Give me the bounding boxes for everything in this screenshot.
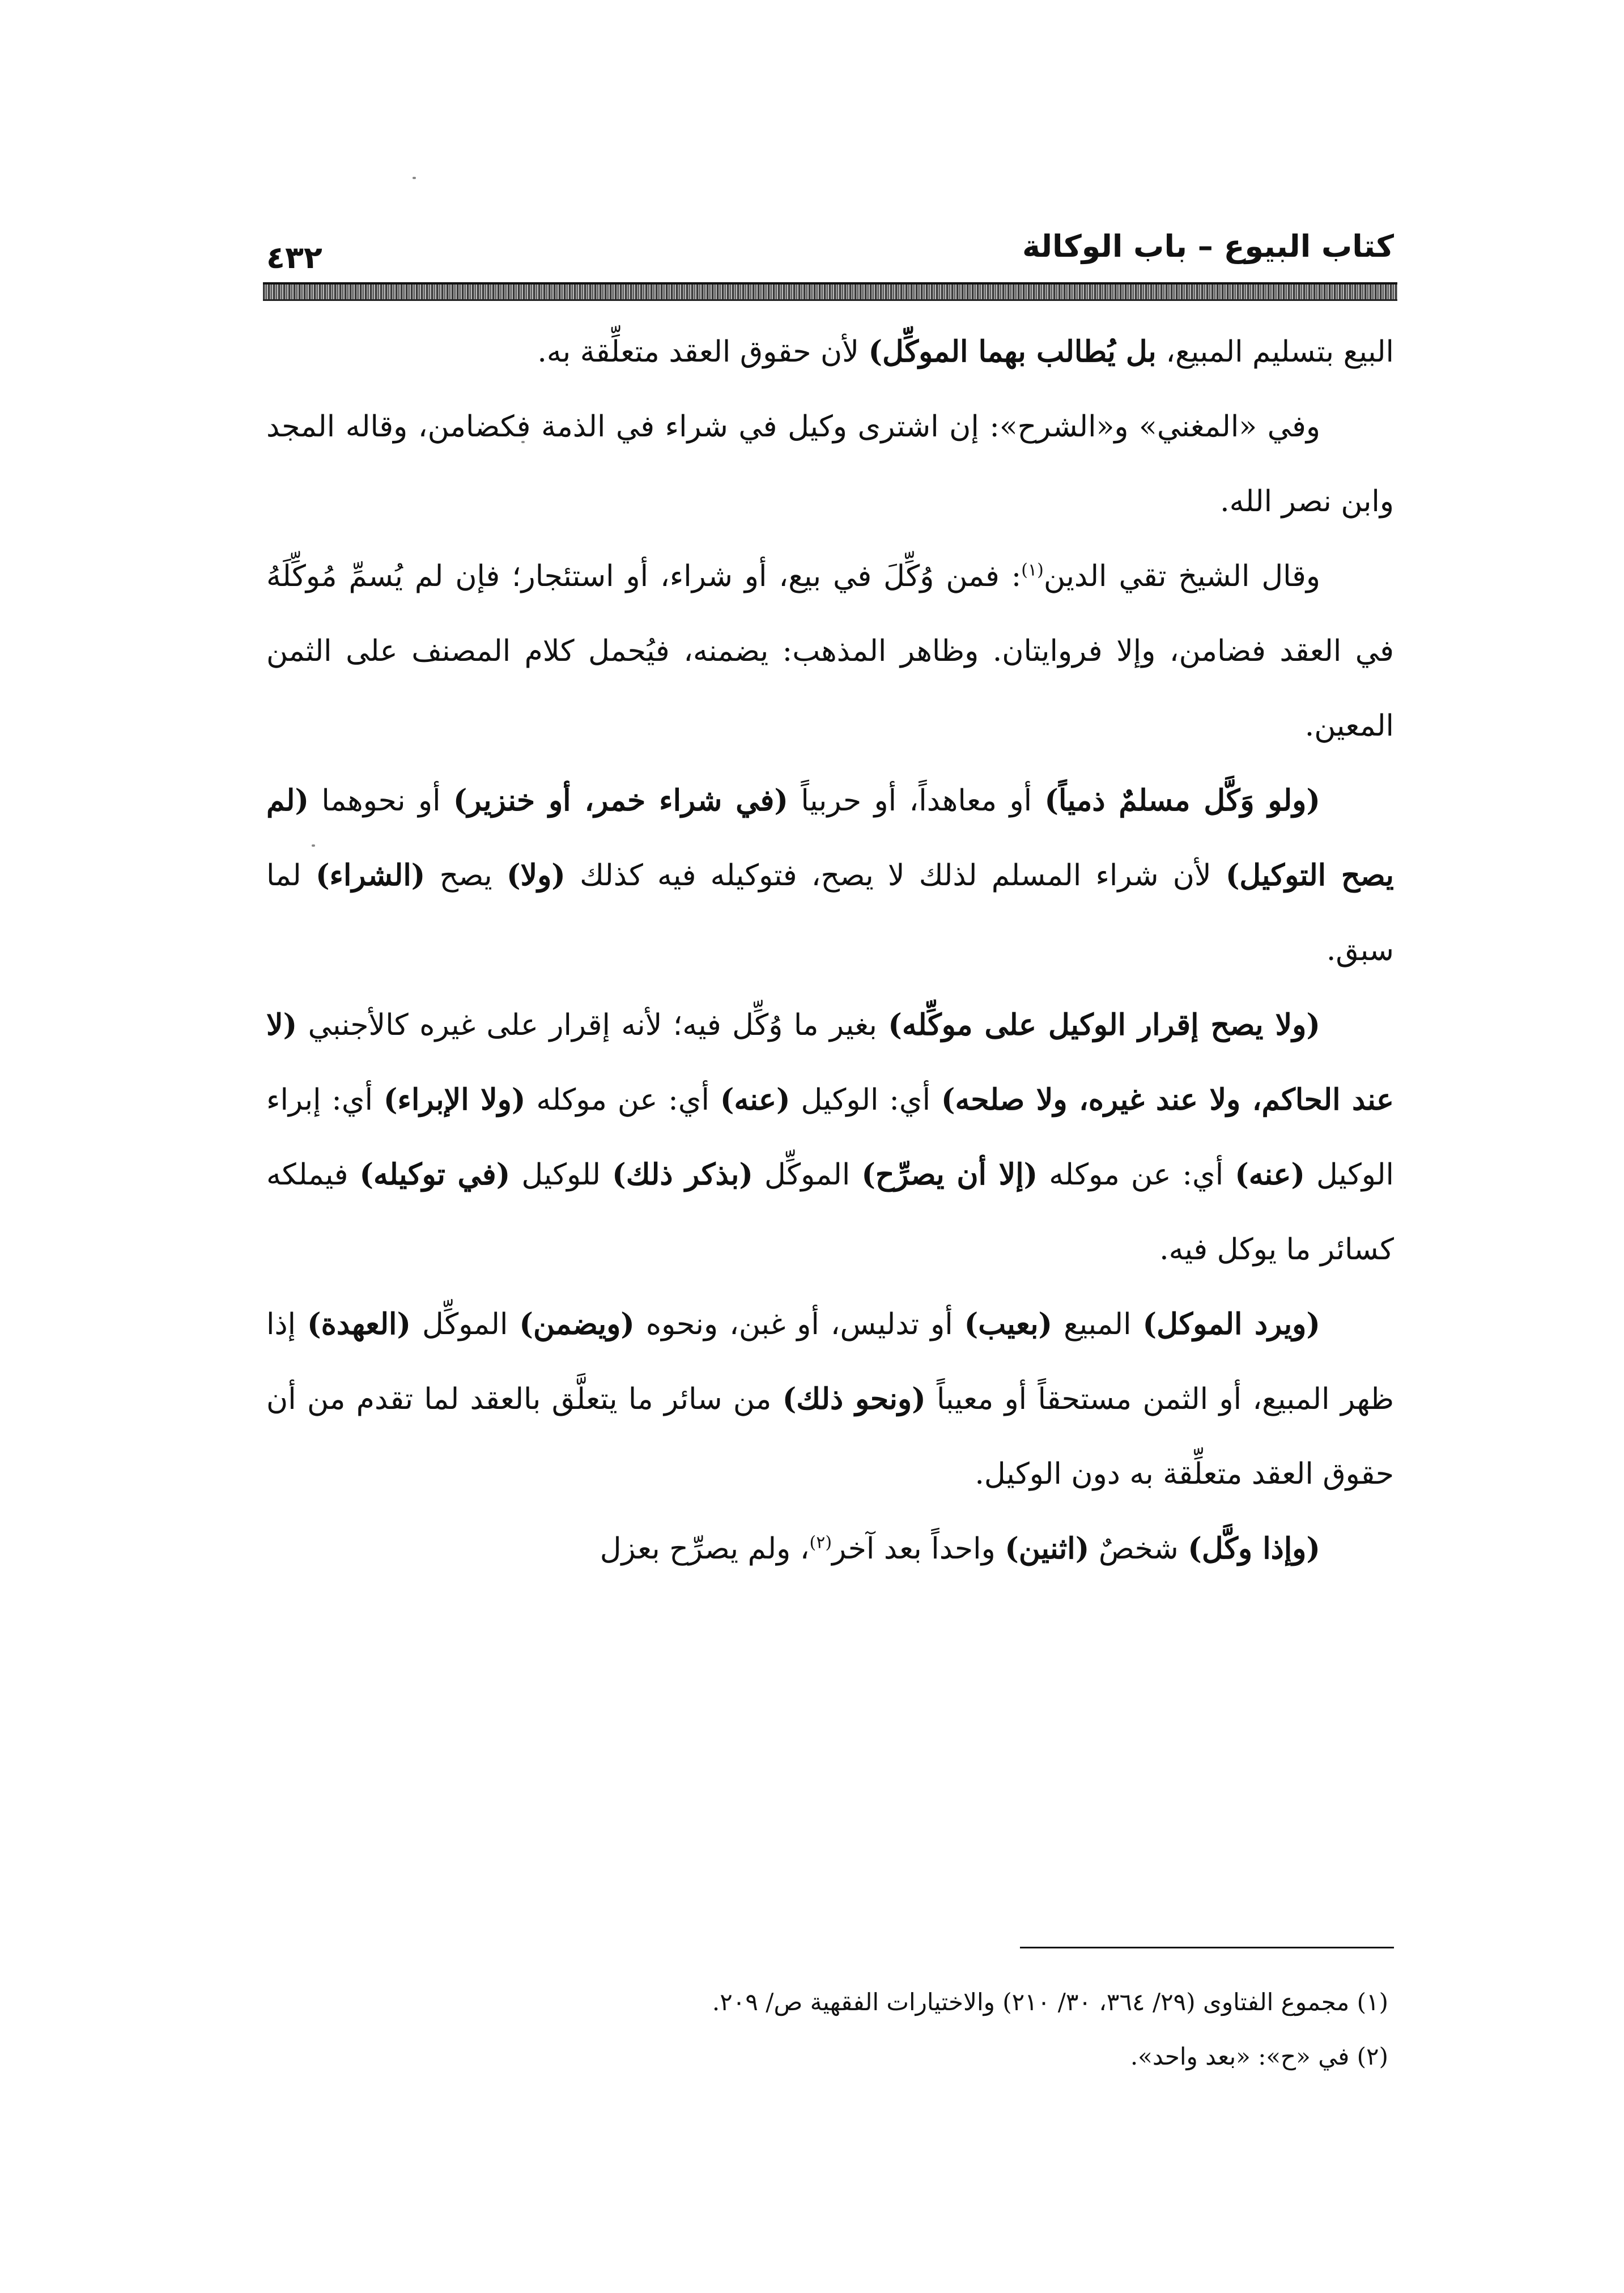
footnote-divider — [1020, 1947, 1394, 1948]
paragraph-6: (ويرد الموكل) المبيع (بعيب) أو تدليس، أو غبن، ونحوه (ويضمن) الموكِّل (العهدة) إذا ظهر المبيع، أو الثمن مستحقاً أو معيباً (ونحو ذلك) من سائر ما يتعلَّق بالعقد لما تقدم من أن حقوق العقد متعلِّقة به دون الوكيل. — [266, 1307, 1394, 1491]
paragraph-1: البيع بتسليم المبيع، بل يُطالب بهما الموكِّل) لأن حقوق العقد متعلِّقة به. — [537, 334, 1394, 369]
footnote-marker-1: (١) — [1021, 560, 1044, 580]
running-header — [266, 221, 1394, 278]
paragraph-5: (ولا يصح إقرار الوكيل على موكِّله) بغير ما وُكِّل فيه؛ لأنه إقرار على غيره كالأجنبي (لا عند الحاكم، ولا عند غيره، ولا صلحه) أي: الوكيل (عنه) أي: عن موكله (ولا الإبراء) أي: إبراء الوكيل (عنه) أي: عن موكله (إلا أن يصرِّح) الموكِّل (بذكر ذلك) للوكيل (في توكيله) فيملكه كسائر ما يوكل فيه. — [266, 1008, 1395, 1267]
header-rule — [263, 282, 1397, 301]
paragraph-7: (وإذا وكَّل) شخصٌ (اثنين) واحداً بعد آخر$^{(٢)}$، ولم يصرِّح بعزل — [600, 1531, 1320, 1566]
paragraph-4: (ولو وَكَّل مسلمٌ ذمياً) أو معاهداً، أو حربياً (في شراء خمر، أو خنزير) أو نحوهما (لم يصح التوكيل) لأن شراء المسلم لذلك لا يصح، فتوكيله فيه كذلك (ولا) يصح (الشراء) لما سبق. — [266, 783, 1394, 967]
footnote-2: (٢) في «ح»: «بعد واحد». — [1130, 2043, 1388, 2070]
paragraph-2: وفي «المغني» و«الشرح»: إن اشترى وكيل في شراء في الذمة فكضامن، وقاله المجد وابن نصر الله. — [266, 410, 1394, 519]
book-page — [266, 221, 1394, 2148]
body-text — [266, 315, 1394, 1586]
paragraph-3: وقال الشيخ تقي الدين$^{(١)}$: فمن وُكِّلَ في بيع، أو شراء، أو استئجار؛ فإن لم يُسمِّ مُوكِّلَهُ في العقد فضامن، وإلا فروايتان. وظاهر المذهب: يضمنه، فيُحمل كلام المصنف على الثمن المعين. — [266, 559, 1394, 743]
footnotes — [266, 1975, 1394, 2084]
footnote-1: (١) مجموع الفتاوى (٢٩/ ٣٦٤، ٣٠/ ٢١٠) والاختيارات الفقهية ص/ ٢٠٩. — [712, 1988, 1388, 2016]
scan-speck — [413, 177, 416, 179]
page-number: ٤٣٢ — [266, 240, 322, 275]
footnote-marker-2: (٢) — [809, 1532, 832, 1553]
chapter-title: كتاب البيوع – باب الوكالة — [1022, 228, 1394, 264]
